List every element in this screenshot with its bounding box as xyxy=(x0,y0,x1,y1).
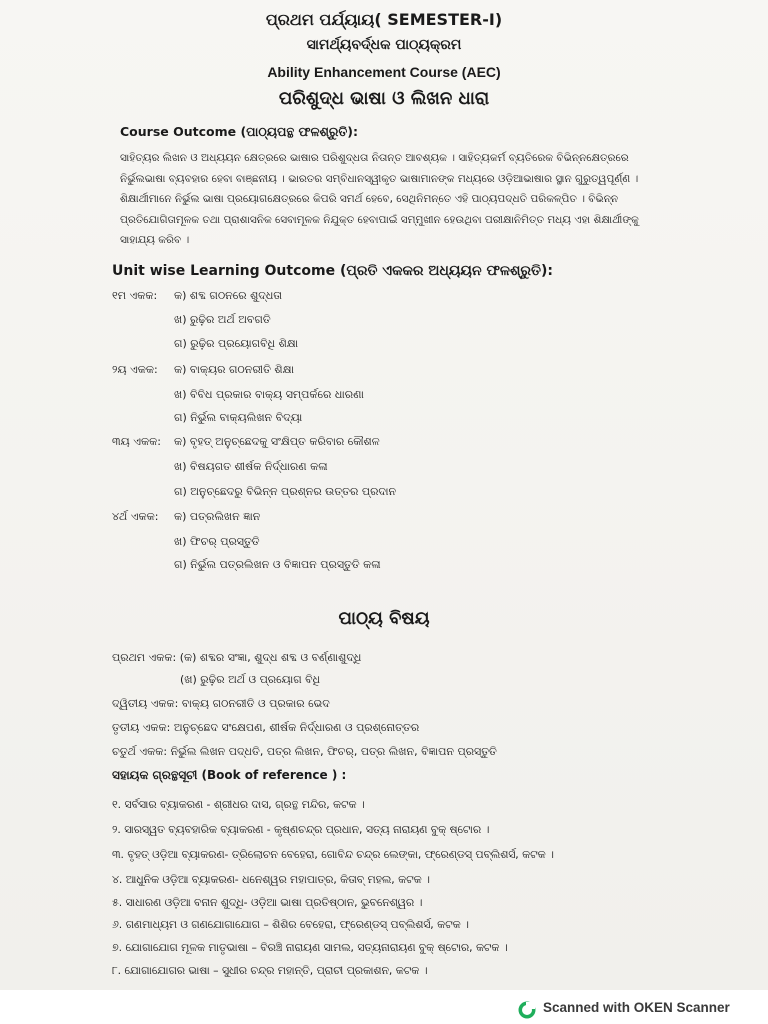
course-outcome-paragraph xyxy=(120,148,700,251)
reference-item: ୬. ଗଣମାଧ୍ୟମ ଓ ଗଣଯୋଗାଯୋଗ – ଶିଶିର ବେହେରା, ଫ୍ରେଣ୍ଡସ୍ ପବ୍ଲିଶର୍ସ, କଟକ । xyxy=(112,918,469,931)
unit-outcome-title: Unit wise Learning Outcome (ପ୍ରତି ଏକକର ଅଧ୍ୟୟନ ଫଳଶ୍ରୁତି): xyxy=(112,263,554,279)
unit-2-label: ୨ୟ ଏକକ: xyxy=(112,363,158,376)
scanner-watermark-text: Scanned with OKEN Scanner xyxy=(543,1000,730,1015)
course-outcome-line: ସାହାଯ୍ୟ କରିବ । xyxy=(120,234,190,246)
unit-4-item: କ) ପତ୍ରଲିଖନ ଜ୍ଞାନ xyxy=(174,510,261,523)
unit-1-item: ଖ) ରୁଢ଼ିର ଅର୍ଥ ଅବଗତି xyxy=(174,313,271,326)
course-outcome-line: ନିର୍ଭୁଲଭାଷା ବ୍ୟବହାର ହେବା ବାଞ୍ଛନୀୟ । ଭାରତର ସମ୍ବିଧାନସ୍ୱୀକୃତ ଭାଷାମାନଙ୍କ ମଧ୍ୟରେ ଓଡ଼ିଆଭାଷାର ସ୍ଥାନ ଗୁରୁତ୍ୱପୂର୍ଣ୍ଣ । xyxy=(120,172,639,185)
subject-title: ପରିଶୁଦ୍ଧ ଭାଷା ଓ ଲିଖନ ଧାରା xyxy=(278,88,490,109)
unit-3-item: ଗ) ଅନୁଚ୍ଛେଦରୁ ବିଭିନ୍ନ ପ୍ରଶ୍ନର ଉତ୍ତର ପ୍ରଦାନ xyxy=(174,485,397,498)
course-outcome-line: ଶିକ୍ଷାର୍ଥୀମାନେ ନିର୍ଭୁଲ ଭାଷା ପ୍ରୟୋଗକ୍ଷେତ୍ରରେ କିପରି ସମର୍ଥ ହେବେ, ସେଥିନିମନ୍ତେ ଏହି ପାଠ୍ୟପଦ୍ଧତି ପରିକଳ୍ପିତ । ବିଭିନ୍ନ xyxy=(120,193,619,205)
reference-item: ୫. ସାଧାରଣ ଓଡ଼ିଆ ବନାନ ଶୁଦ୍ଧି- ଓଡ଼ିଆ ଭାଷା ପ୍ରତିଷ୍ଠାନ, ଭୁବନେଶ୍ୱର । xyxy=(112,896,423,909)
reference-item: ୭. ଯୋଗାଯୋଗ ମୂଳକ ମାତୃଭାଷା – ବିରଞ୍ଚି ନାରାୟଣ ସାମଲ, ସତ୍ୟନାରାୟଣ ବୁକ୍ ଷ୍ଟୋର, କଟକ । xyxy=(112,941,508,954)
unit-3-item: କ) ବୃହତ୍ ଅନୁଚ୍ଛେଦକୁ ସଂକ୍ଷିପ୍ତ କରିବାର କୌଶଳ xyxy=(174,435,380,448)
course-outcome-title: Course Outcome (ପାଠ୍ୟପନ୍ଥ ଫଳଶ୍ରୁତି): xyxy=(120,124,358,139)
syllabus-line: ଦ୍ୱିତୀୟ ଏକକ: ବାକ୍ୟ ଗଠନରୀତି ଓ ପ୍ରକାର ଭେଦ xyxy=(112,697,330,710)
unit-1-label: ୧ମ ଏକକ: xyxy=(112,289,158,302)
unit-3-label: ୩ୟ ଏକକ: xyxy=(112,435,161,448)
syllabus-line: ତୃତୀୟ ଏକକ: ଅନୁଚ୍ଛେଦ ସଂକ୍ଷେପଣ, ଶୀର୍ଷକ ନିର୍ଦ୍ଧାରଣ ଓ ପ୍ରଶ୍ନୋତ୍ତର xyxy=(112,721,420,734)
syllabus-line: ପ୍ରଥମ ଏକକ: (କ) ଶବ୍ଦର ସଂଜ୍ଞା, ଶୁଦ୍ଧ ଶବ୍ଦ ଓ ବର୍ଣ୍ଣାଶୁଦ୍ଧି xyxy=(112,651,362,664)
course-type-english: Ability Enhancement Course (AEC) xyxy=(267,64,501,80)
unit-4-label: ୪ର୍ଥ ଏକକ: xyxy=(112,510,159,523)
reference-item: ୪. ଆଧୁନିକ ଓଡ଼ିଆ ବ୍ୟାକରଣ- ଧନେଶ୍ୱର ମହାପାତ୍ର, କିତାବ୍ ମହଲ, କଟକ । xyxy=(112,873,430,886)
unit-2-item: ଗ) ନିର୍ଭୁଲ ବାକ୍ୟଲିଖନ ବିଦ୍ୟା xyxy=(174,411,303,424)
syllabus-title: ପାଠ୍ୟ ବିଷୟ xyxy=(338,608,430,629)
reference-item: ୩. ବୃହତ୍ ଓଡ଼ିଆ ବ୍ୟାକରଣ- ତ୍ରିଲୋଚନ ବେହେରା, ଗୋବିନ୍ଦ ଚନ୍ଦ୍ର ଲେଙ୍କା, ଫ୍ରେଣ୍ଡସ୍ ପବ୍ଲିଶର୍ସ, କଟକ । xyxy=(112,848,554,861)
course-type-odia: ସାମର୍ଥ୍ୟବର୍ଦ୍ଧକ ପାଠ୍ୟକ୍ରମ xyxy=(306,37,462,53)
unit-1-item: କ) ଶବ୍ଦ ଗଠନରେ ଶୁଦ୍ଧତା xyxy=(174,289,283,302)
unit-3-item: ଖ) ବିଷୟଗତ ଶୀର୍ଷକ ନିର୍ଦ୍ଧାରଣ କଳା xyxy=(174,460,328,473)
course-outcome-line: ପ୍ରତିଯୋଗିତାମୂଳକ ତଥା ପ୍ରାଶାସନିକ ସେବାମୂଳକ ନିଯୁକ୍ତ ହେବାପାଇଁ ସମ୍ମୁଖୀନ ହେଉଥିବା ପରୀକ୍ଷାନିମିତ୍ତ ମଧ୍ୟ ଏହା ଶିକ୍ଷାର୍ଥୀଙ୍କୁ xyxy=(120,213,639,226)
course-outcome-line: ସାହିତ୍ୟର ଲିଖନ ଓ ଅଧ୍ୟୟନ କ୍ଷେତ୍ରରେ ଭାଷାର ପରିଶୁଦ୍ଧତା ନିତାନ୍ତ ଆବଶ୍ୟକ । ସାହିତ୍ୟକର୍ମ ବ୍ୟତିରେକ ବିଭିନ୍ନକ୍ଷେତ୍ରରେ xyxy=(120,152,629,164)
oken-scanner-icon xyxy=(518,1001,536,1019)
semester-heading: ପ୍ରଥମ ପର୍ଯ୍ୟାୟ( SEMESTER-I) xyxy=(265,10,503,29)
reference-item: ୨. ସାରସ୍ୱତ ବ୍ୟବହାରିକ ବ୍ୟାକରଣ - କୃଷ୍ଣଚନ୍ଦ୍ର ପ୍ରଧାନ, ସତ୍ୟ ନାରାୟଣ ବୁକ୍ ଷ୍ଟୋର । xyxy=(112,823,490,836)
references-title: ସହାୟକ ଗ୍ରନ୍ଥସୂଚୀ (Book of reference ) : xyxy=(112,768,347,782)
reference-item: ୧. ସର୍ବସାର ବ୍ୟାକରଣ - ଶ୍ରୀଧର ଦାସ, ଗ୍ରନ୍ଥ ମନ୍ଦିର, କଟକ । xyxy=(112,798,365,811)
syllabus-line: ଚତୁର୍ଥ ଏକକ: ନିର୍ଭୁଲ ଲିଖନ ପଦ୍ଧତି, ପତ୍ର ଲିଖନ, ଫିଚର୍, ପତ୍ର ଲିଖନ, ବିଜ୍ଞାପନ ପ୍ରସ୍ତୁତି xyxy=(112,745,497,758)
unit-2-item: ଖ) ବିବିଧ ପ୍ରକାର ବାକ୍ୟ ସମ୍ପର୍କରେ ଧାରଣା xyxy=(174,388,364,401)
reference-item: ୮. ଯୋଗାଯୋଗର ଭାଷା – ସୁଧୀର ଚନ୍ଦ୍ର ମହାନ୍ତି, ପ୍ରାଚୀ ପ୍ରକାଶନ, କଟକ । xyxy=(112,964,428,977)
unit-2-item: କ) ବାକ୍ୟର ଗଠନରୀତି ଶିକ୍ଷା xyxy=(174,363,294,376)
unit-1-item: ଗ) ରୁଢ଼ିର ପ୍ରୟୋଗବିଧି ଶିକ୍ଷା xyxy=(174,337,299,350)
syllabus-line: (ଖ) ରୁଢ଼ିର ଅର୍ଥ ଓ ପ୍ରୟୋଗ ବିଧି xyxy=(180,673,321,686)
unit-4-item: ଖ) ଫିଚର୍ ପ୍ରସ୍ତୁତି xyxy=(174,535,260,548)
unit-4-item: ଗ) ନିର୍ଭୁଲ ପତ୍ରଲିଖନ ଓ ବିଜ୍ଞାପନ ପ୍ରସ୍ତୁତି କଳା xyxy=(174,558,381,571)
